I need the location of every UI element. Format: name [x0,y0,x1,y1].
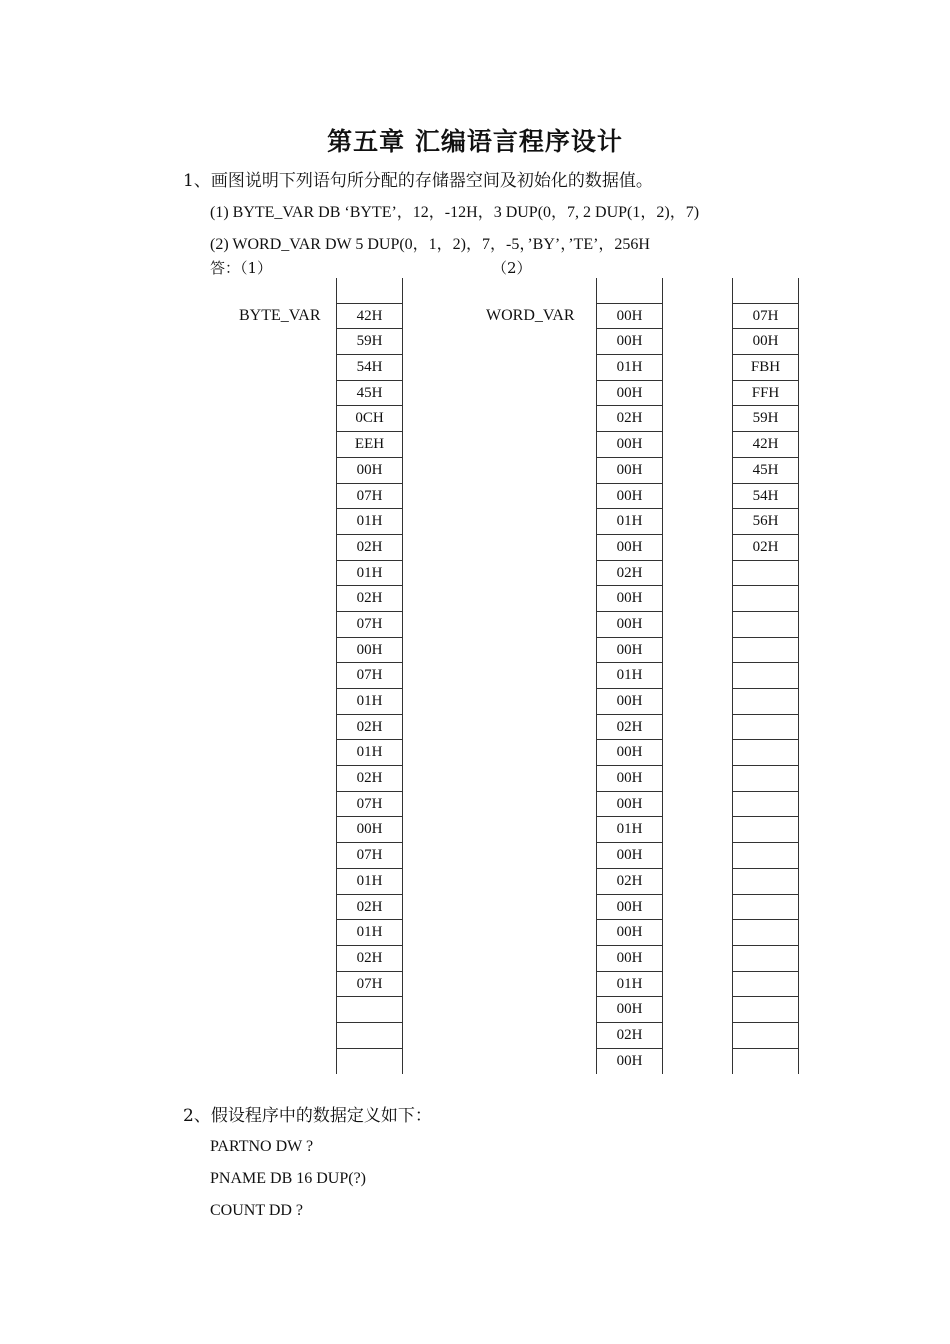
memory-cell: 01H [337,869,402,895]
memory-cell: 00H [337,638,402,664]
memory-cell: 02H [597,715,662,741]
memory-cell [733,278,798,304]
word-var-label: WORD_VAR [486,307,575,324]
memory-cell [733,1023,798,1049]
word-var-memory-column-continued [732,278,799,1074]
memory-cell: 01H [337,740,402,766]
memory-cell: 01H [597,509,662,535]
memory-cell: 02H [337,946,402,972]
memory-cell [337,997,402,1023]
memory-cell: FFH [733,381,798,407]
question-2-line-1: PARTNO DW ? [210,1138,314,1155]
memory-cell: 0CH [337,406,402,432]
memory-cell: 01H [337,920,402,946]
memory-cell [733,689,798,715]
memory-cell: 01H [597,972,662,998]
byte-var-label: BYTE_VAR [239,307,321,324]
memory-cell: 00H [597,484,662,510]
memory-cell: 02H [337,586,402,612]
memory-cell: 01H [337,689,402,715]
memory-cell: 02H [337,766,402,792]
memory-cell: 01H [337,509,402,535]
memory-cell [337,1049,402,1075]
memory-cell: 02H [597,406,662,432]
memory-cell: 00H [337,817,402,843]
memory-cell: 00H [597,895,662,921]
question-2-text: 2、假设程序中的数据定义如下： [183,1106,432,1126]
question-2-line-3: COUNT DD ? [210,1202,304,1219]
memory-cell [597,278,662,304]
memory-cell: EEH [337,432,402,458]
memory-cell: 00H [597,586,662,612]
memory-cell [733,561,798,587]
memory-cell [733,638,798,664]
memory-cell: 59H [733,406,798,432]
memory-cell: 00H [597,638,662,664]
memory-cell: 00H [616,1052,643,1069]
memory-cell: 00H [597,766,662,792]
memory-cell: 02H [337,715,402,741]
question-1-text: 1、画图说明下列语句所分配的存储器空间及初始化的数据值。 [183,171,653,191]
memory-cell [733,946,798,972]
memory-cell: 07H [733,304,798,330]
memory-cell [733,869,798,895]
memory-cell [733,817,798,843]
memory-cell [733,843,798,869]
memory-cell [733,1049,798,1075]
memory-cell: 00H [597,689,662,715]
memory-cell: 02H [597,869,662,895]
memory-cell: 00H [597,740,662,766]
memory-cell: 00H [597,843,662,869]
memory-cell [733,972,798,998]
memory-cell: 02H [337,895,402,921]
memory-cell: 00H [597,920,662,946]
word-var-memory-column [596,278,663,1074]
answer-label-1: 答：（1） [210,259,273,277]
memory-cell: 02H [597,1023,662,1049]
memory-cell [733,895,798,921]
memory-cell: 00H [597,946,662,972]
memory-cell: 45H [733,458,798,484]
memory-cell: 56H [733,509,798,535]
memory-cell: 00H [597,792,662,818]
memory-cell: 59H [337,329,402,355]
memory-cell: 07H [337,792,402,818]
memory-cell: 00H [597,997,662,1023]
memory-cell [733,766,798,792]
question-2-line-2: PNAME DB 16 DUP(?) [210,1170,366,1187]
memory-cell [733,997,798,1023]
memory-cell: 00H [733,329,798,355]
question-1-line-2: (2) WORD_VAR DW 5 DUP(0，1，2)，7，-5，’BY’，’TE’，256H [210,236,650,253]
memory-cell: 01H [337,561,402,587]
memory-cell: 07H [337,843,402,869]
memory-cell: 00H [597,381,662,407]
answer-label-2: （2） [492,259,532,277]
memory-cell: 02H [733,535,798,561]
memory-cell: 07H [337,663,402,689]
question-1-line-1: (1) BYTE_VAR DB ‘BYTE’，12，-12H，3 DUP(0，7, 2 DUP(1，2)，7) [210,204,700,221]
memory-cell [733,920,798,946]
memory-cell: 07H [337,972,402,998]
memory-cell [733,715,798,741]
memory-cell: 07H [337,484,402,510]
memory-cell [337,1023,402,1049]
memory-cell: 02H [337,535,402,561]
memory-cell: FBH [733,355,798,381]
memory-cell [733,792,798,818]
page-title: 第五章 汇编语言程序设计 [327,127,623,156]
memory-cell [337,278,402,304]
memory-cell: 00H [597,535,662,561]
memory-cell: 01H [597,355,662,381]
memory-cell: 54H [337,355,402,381]
memory-cell: 00H [597,432,662,458]
memory-cell: 42H [337,304,402,330]
memory-cell: 00H [597,612,662,638]
memory-cell: 01H [597,663,662,689]
memory-cell: 07H [337,612,402,638]
memory-cell: 00H [597,458,662,484]
memory-cell: 00H [597,304,662,330]
memory-cell: 01H [597,817,662,843]
memory-cell [733,740,798,766]
memory-cell [733,612,798,638]
memory-cell [733,586,798,612]
byte-var-memory-column [336,278,403,1074]
memory-cell: 02H [597,561,662,587]
memory-cell [733,663,798,689]
memory-cell: 54H [733,484,798,510]
memory-cell: 00H [597,329,662,355]
memory-cell: 42H [733,432,798,458]
memory-cell: 45H [337,381,402,407]
memory-cell: 00H [337,458,402,484]
